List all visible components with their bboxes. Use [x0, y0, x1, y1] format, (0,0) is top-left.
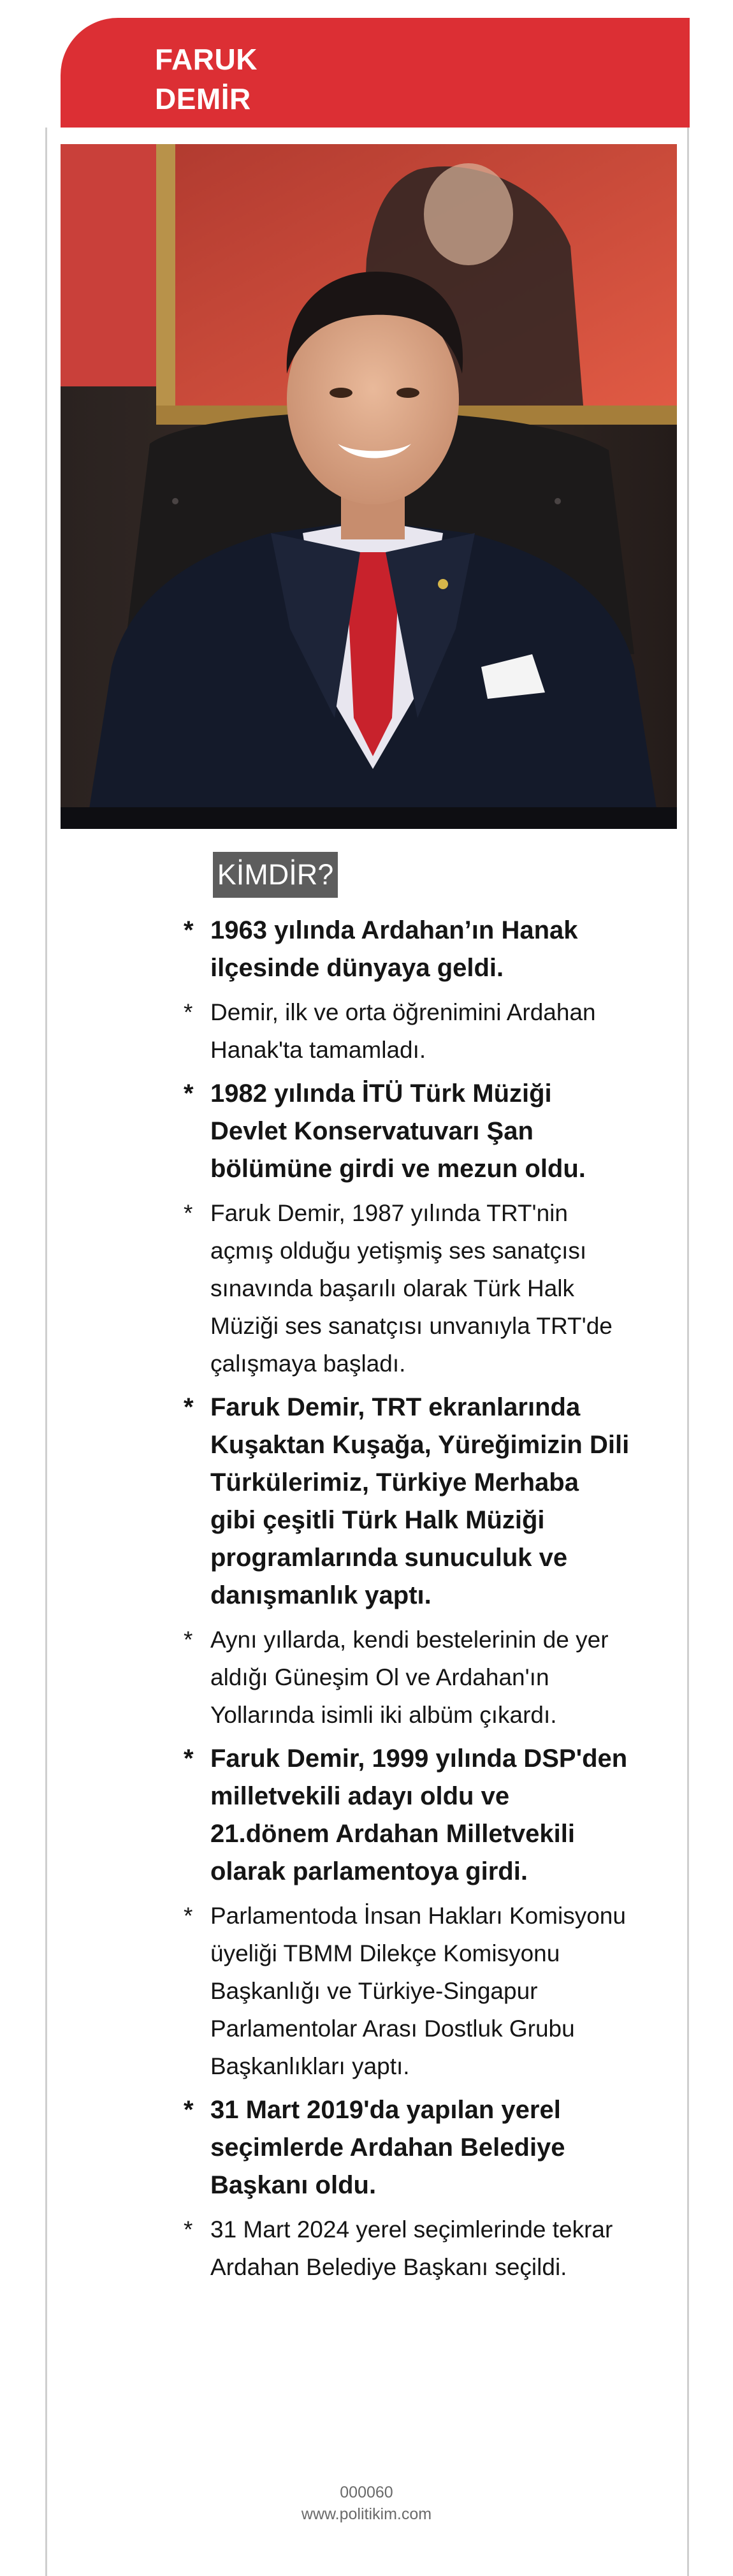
right-border-line	[687, 128, 689, 2576]
bio-item-text: Demir, ilk ve orta öğrenimini Ardahan Hanak'ta tamamladı.	[210, 999, 596, 1063]
bullet-star-icon: *	[184, 999, 193, 1025]
bio-item	[184, 1194, 630, 1382]
bio-item	[184, 2091, 630, 2204]
bio-item-text: 1963 yılında Ardahan’ın Hanak ilçesinde dünyaya geldi.	[210, 916, 578, 982]
footer	[0, 2482, 733, 2525]
bullet-star-icon: *	[184, 1393, 194, 1421]
bullet-star-icon: *	[184, 2216, 193, 2243]
bio-item	[184, 912, 630, 987]
bio-item	[184, 1897, 630, 2085]
section-label-kimdir: KİMDİR?	[213, 852, 338, 898]
bio-item-text: 1982 yılında İTÜ Türk Müziği Devlet Konservatuvarı Şan bölümüne girdi ve mezun oldu.	[210, 1079, 586, 1183]
footer-code: 000060	[340, 2484, 393, 2501]
bio-item	[184, 2211, 630, 2286]
name-header-bar	[61, 18, 690, 128]
bio-list	[184, 912, 630, 2292]
bullet-star-icon: *	[184, 2096, 194, 2124]
bullet-star-icon: *	[184, 1079, 194, 1108]
bio-item-text: Faruk Demir, 1999 yılında DSP'den milletvekili adayı oldu ve 21.dönem Ardahan Milletvekili olarak parlamentoya girdi.	[210, 1745, 628, 1885]
bio-item-text: Faruk Demir, TRT ekranlarında Kuşaktan Kuşağa, Yüreğimizin Dili Türkülerimiz, Türkiye Merhaba gibi çeşitli Türk Halk Müziği programlarında sunuculuk ve danışmanlık yaptı.	[210, 1393, 630, 1609]
person-name	[155, 40, 258, 119]
bullet-star-icon: *	[184, 916, 194, 944]
bio-item	[184, 1075, 630, 1188]
bio-item-text: 31 Mart 2024 yerel seçimlerinde tekrar Ardahan Belediye Başkanı seçildi.	[210, 2216, 613, 2280]
bio-item	[184, 993, 630, 1069]
bio-item	[184, 1621, 630, 1734]
bio-item	[184, 1740, 630, 1891]
bio-item	[184, 1389, 630, 1614]
bullet-star-icon: *	[184, 1200, 193, 1226]
portrait-photo	[61, 144, 677, 829]
bio-item-text: 31 Mart 2019'da yapılan yerel seçimlerde Ardahan Belediye Başkanı oldu.	[210, 2096, 565, 2199]
bullet-star-icon: *	[184, 1627, 193, 1653]
bullet-star-icon: *	[184, 1903, 193, 1929]
portrait-illustration	[61, 144, 677, 829]
bio-item-text: Parlamentoda İnsan Hakları Komisyonu üyeliği TBMM Dilekçe Komisyonu Başkanlığı ve Türkiye-Singapur Parlamentolar Arası Dostluk Grubu Başkanlıkları yaptı.	[210, 1903, 626, 2079]
footer-site: www.politikim.com	[301, 2505, 432, 2523]
first-name: FARUK	[155, 43, 258, 76]
left-border-line	[45, 128, 47, 2576]
last-name: DEMİR	[155, 82, 251, 115]
bio-item-text: Faruk Demir, 1987 yılında TRT'nin açmış olduğu yetişmiş ses sanatçısı sınavında başarılı olarak Türk Halk Müziği ses sanatçısı unvanıyla TRT'de çalışmaya başladı.	[210, 1200, 613, 1377]
bullet-star-icon: *	[184, 1745, 194, 1773]
bio-item-text: Aynı yıllarda, kendi bestelerinin de yer aldığı Güneşim Ol ve Ardahan'ın Yollarında isimli iki albüm çıkardı.	[210, 1627, 609, 1728]
